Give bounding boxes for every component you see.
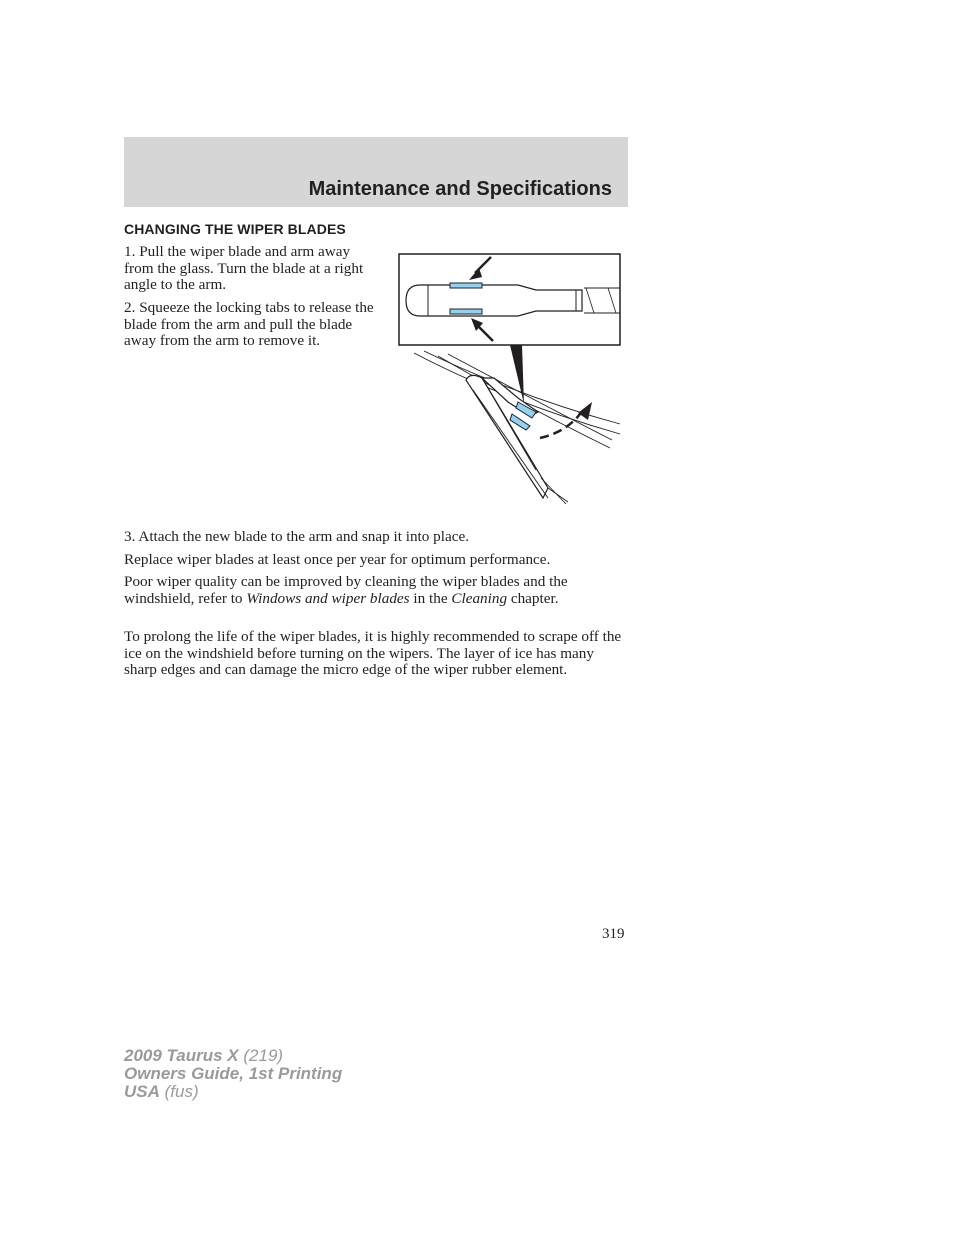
- page-title: Maintenance and Specifications: [308, 178, 612, 200]
- removal-arrow: [540, 414, 580, 438]
- ice-warning-text: To prolong the life of the wiper blades, it is highly recommended to scrape off the ice on the windshield before turning on the wipers. The layer of ice has many sharp edges and can damage the micro edge of the wiper rubber element.: [124, 628, 622, 678]
- wiper-quality-text: Poor wiper quality can be improved by cleaning the wiper blades and the windshield, refer to Windows and wiper blades in the Cleaning chapter.: [124, 573, 568, 607]
- footer-region: USA: [124, 1082, 160, 1101]
- cleaning-chapter-reference: Cleaning: [451, 589, 508, 607]
- footer-guide: Owners Guide, 1st Printing: [124, 1064, 343, 1083]
- inset-detail-box: [399, 254, 620, 345]
- footer-model: 2009 Taurus X: [124, 1046, 239, 1065]
- page-number: 319: [602, 926, 625, 942]
- lower-locking-tab: [450, 309, 482, 314]
- step-3-text: 3. Attach the new blade to the arm and snap it into place.: [124, 528, 469, 545]
- replace-blades-text: Replace wiper blades at least once per year for optimum performance.: [124, 551, 551, 568]
- step-1-text: 1. Pull the wiper blade and arm away from the glass. Turn the blade at a right angle to the arm.: [124, 243, 364, 293]
- windows-wiper-reference: Windows and wiper blades: [246, 589, 410, 607]
- section-heading: CHANGING THE WIPER BLADES: [124, 221, 346, 237]
- step-2-text: 2. Squeeze the locking tabs to release the blade from the arm and pull the blade away from the arm to remove it.: [124, 299, 374, 349]
- upper-locking-tab: [450, 283, 482, 288]
- section-header-band: [124, 137, 628, 207]
- document-footer: 2009 Taurus X (219) Owners Guide, 1st Printing USA (fus): [124, 1046, 343, 1101]
- wiper-blade-illustration: [398, 252, 622, 508]
